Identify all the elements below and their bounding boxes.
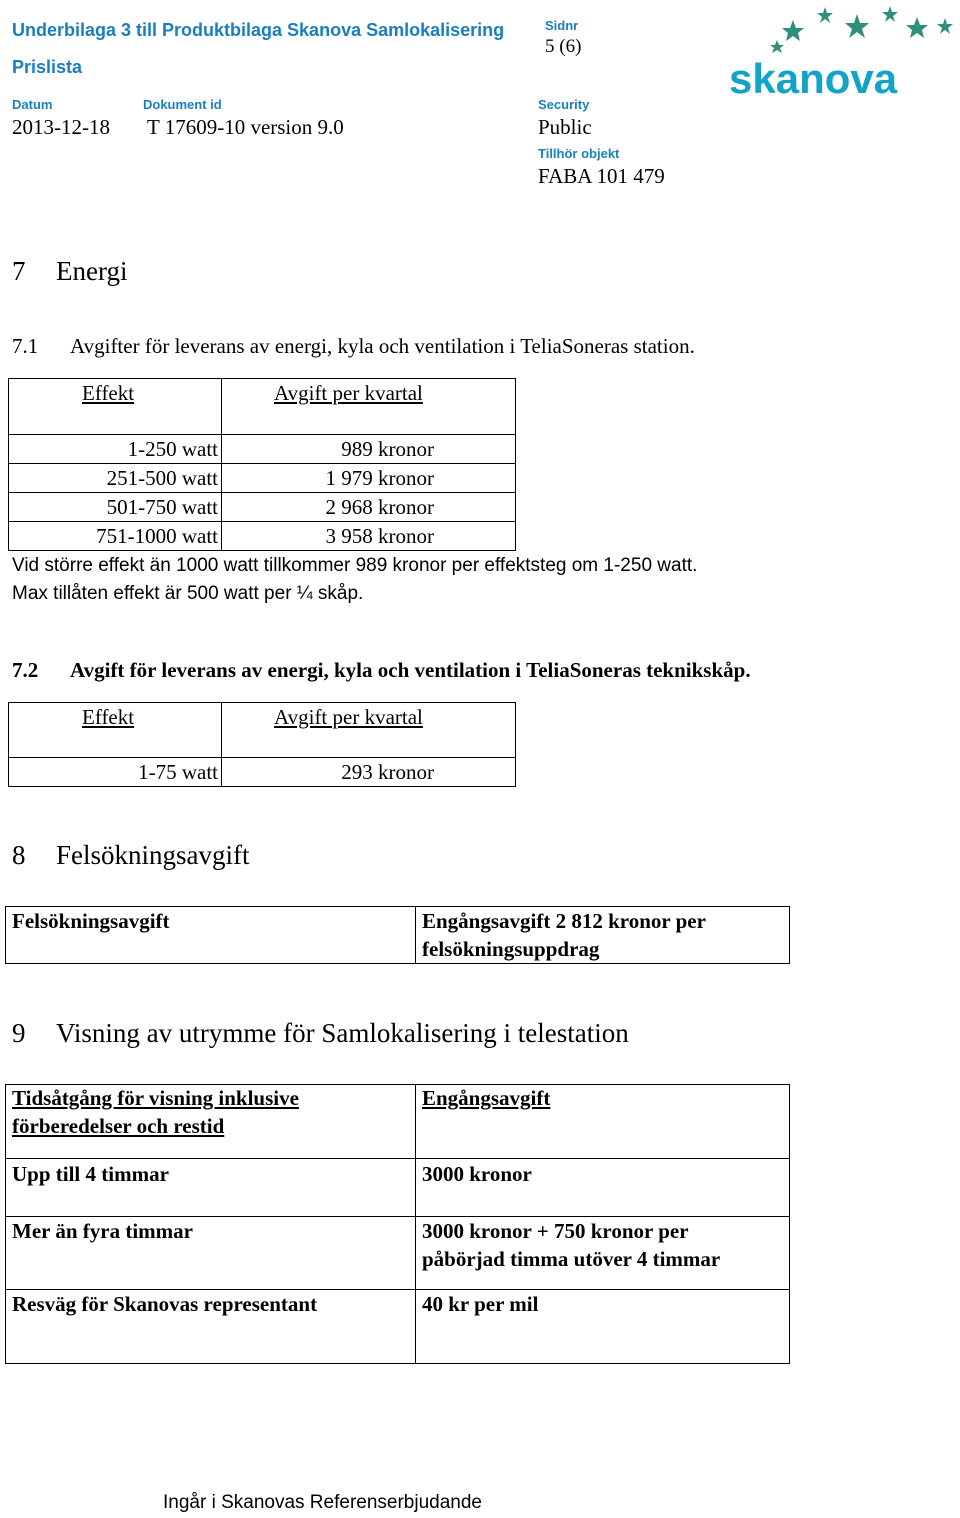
effekt-cell: 251-500 watt [106, 466, 218, 490]
document-title: Underbilaga 3 till Produktbilaga Skanova Samlokalisering [12, 20, 505, 40]
column-header-time-line1: Tidsåtgång för visning inklusive [12, 1086, 299, 1110]
page-number-label: Sidnr [545, 18, 579, 33]
column-header-time-line2: förberedelser och restid [12, 1114, 225, 1138]
troubleshooting-label: Felsökningsavgift [12, 909, 170, 933]
section-7-1-number: 7.1 [12, 334, 39, 358]
document-subtitle: Prislista [12, 57, 83, 77]
page-number-value: 5 (6) [545, 36, 582, 57]
avgift-cell: 2 968 kronor [325, 495, 434, 519]
energy-note-2: Max tillåten effekt är 500 watt per ¼ skåp. [12, 583, 364, 604]
logo-wordmark: skanova [729, 55, 898, 102]
section-7-title: Energi [56, 256, 128, 286]
date-label: Datum [12, 97, 53, 112]
document-id-value: T 17609-10 version 9.0 [147, 115, 344, 139]
star-icon [770, 6, 953, 53]
row-value: 3000 kronor [422, 1162, 532, 1186]
avgift-cell: 1 979 kronor [325, 466, 434, 490]
row-value-line2: påbörjad timma utöver 4 timmar [422, 1247, 721, 1271]
section-7-1-title: Avgifter för leverans av energi, kyla och ventilation i TeliaSoneras station. [70, 334, 695, 358]
effekt-cell: 1-75 watt [138, 760, 218, 784]
energy-note-1: Vid större effekt än 1000 watt tillkommer 989 kronor per effektsteg om 1-250 watt. [12, 555, 698, 576]
section-7-number: 7 [12, 256, 26, 286]
section-9-number: 9 [12, 1018, 26, 1048]
section-8-title: Felsökningsavgift [56, 840, 250, 870]
footer-text: Ingår i Skanovas Referenserbjudande [163, 1492, 482, 1513]
column-header-avgift: Avgift per kvartal [274, 705, 423, 729]
table-row [8, 434, 516, 464]
effekt-cell: 1-250 watt [127, 437, 218, 461]
table-row [8, 757, 516, 787]
section-9-title: Visning av utrymme för Samlokalisering i telestation [56, 1018, 629, 1048]
table-row [8, 463, 516, 493]
row-value: 40 kr per mil [422, 1292, 539, 1316]
security-label: Security [538, 97, 590, 112]
security-value: Public [538, 115, 592, 139]
avgift-cell: 293 kronor [341, 760, 434, 784]
effekt-cell: 501-750 watt [106, 495, 218, 519]
column-header-fee: Engångsavgift [422, 1086, 551, 1110]
section-7-2-title: Avgift för leverans av energi, kyla och ventilation i TeliaSoneras teknikskåp. [70, 658, 751, 682]
column-header-effekt: Effekt [82, 381, 135, 405]
row-label: Resväg för Skanovas representant [12, 1292, 318, 1316]
section-8-number: 8 [12, 840, 26, 870]
date-value: 2013-12-18 [12, 115, 110, 139]
avgift-cell: 3 958 kronor [325, 524, 434, 548]
skanova-logo [725, 2, 957, 102]
table-row [8, 521, 516, 551]
row-label: Mer än fyra timmar [12, 1219, 193, 1243]
row-value: 3000 kronor + 750 kronor per [422, 1219, 689, 1243]
avgift-cell: 989 kronor [341, 437, 434, 461]
table-row [8, 492, 516, 522]
object-label: Tillhör objekt [538, 146, 620, 161]
troubleshooting-value-line2: felsökningsuppdrag [422, 937, 600, 961]
section-7-2-number: 7.2 [12, 658, 39, 682]
troubleshooting-value-line1: Engångsavgift 2 812 kronor per [422, 909, 706, 933]
column-header-effekt: Effekt [82, 705, 135, 729]
column-header-avgift: Avgift per kvartal [274, 381, 423, 405]
effekt-cell: 751-1000 watt [96, 524, 218, 548]
document-id-label: Dokument id [143, 97, 222, 112]
object-value: FABA 101 479 [538, 164, 665, 188]
row-label: Upp till 4 timmar [12, 1162, 169, 1186]
